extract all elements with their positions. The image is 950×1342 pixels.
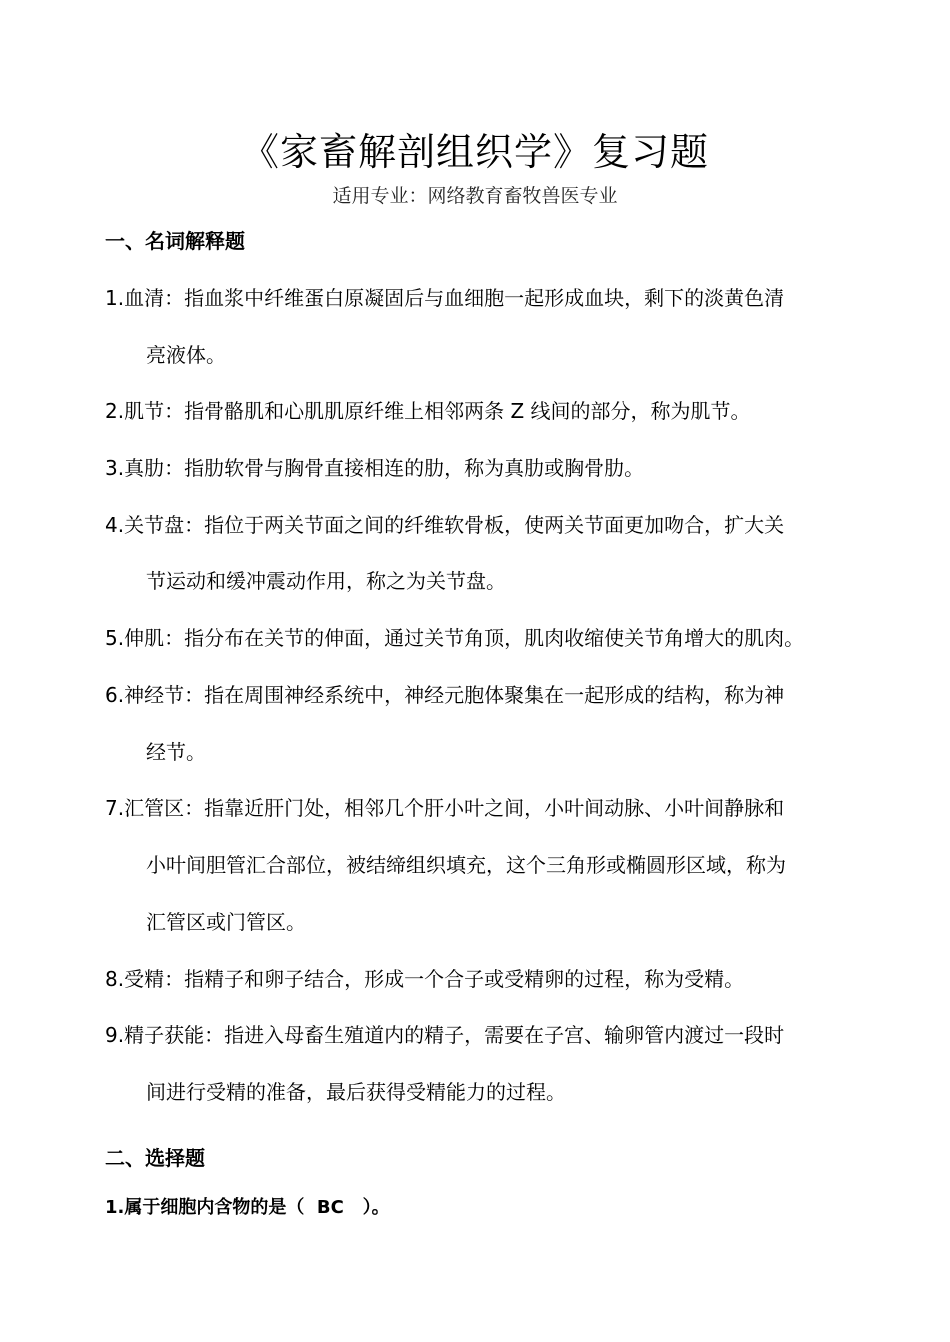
definition-line: 亮液体。 bbox=[146, 343, 226, 367]
choice-question: 1.属于细胞内含物的是（ BC ）。 bbox=[105, 1197, 390, 1218]
definition-line: 4.关节盘：指位于两关节面之间的纤维软骨板，使两关节面更加吻合，扩大关 bbox=[105, 513, 785, 537]
definition-line: 经节。 bbox=[146, 740, 206, 764]
document-title: 《家畜解剖组织学》复习题 bbox=[240, 130, 709, 174]
definition-line: 3.真肋：指肋软骨与胸骨直接相连的肋，称为真肋或胸骨肋。 bbox=[105, 456, 645, 480]
definition-line: 小叶间胆管汇合部位，被结缔组织填充，这个三角形或椭圆形区域，称为 bbox=[146, 853, 786, 877]
document-subtitle: 适用专业：网络教育畜牧兽医专业 bbox=[332, 185, 618, 207]
section-heading-definitions: 一、名词解释题 bbox=[105, 229, 245, 253]
definition-line: 节运动和缓冲震动作用，称之为关节盘。 bbox=[146, 569, 506, 593]
section-heading-choice: 二、选择题 bbox=[105, 1146, 205, 1170]
definition-line: 汇管区或门管区。 bbox=[146, 910, 306, 934]
definition-line: 5.伸肌：指分布在关节的伸面，通过关节角顶，肌肉收缩使关节角增大的肌肉。 bbox=[105, 626, 805, 650]
definition-line: 6.神经节：指在周围神经系统中，神经元胞体聚集在一起形成的结构，称为神 bbox=[105, 683, 785, 707]
definition-line: 间进行受精的准备，最后获得受精能力的过程。 bbox=[146, 1080, 566, 1104]
definition-line: 8.受精：指精子和卵子结合，形成一个合子或受精卵的过程，称为受精。 bbox=[105, 967, 745, 991]
definition-line: 2.肌节：指骨骼肌和心肌肌原纤维上相邻两条 Z 线间的部分，称为肌节。 bbox=[105, 399, 751, 423]
definition-line: 1.血清：指血浆中纤维蛋白原凝固后与血细胞一起形成血块，剩下的淡黄色清 bbox=[105, 286, 785, 310]
definition-line: 9.精子获能：指进入母畜生殖道内的精子，需要在子宫、输卵管内渡过一段时 bbox=[105, 1023, 785, 1047]
definition-line: 7.汇管区：指靠近肝门处，相邻几个肝小叶之间，小叶间动脉、小叶间静脉和 bbox=[105, 796, 785, 820]
